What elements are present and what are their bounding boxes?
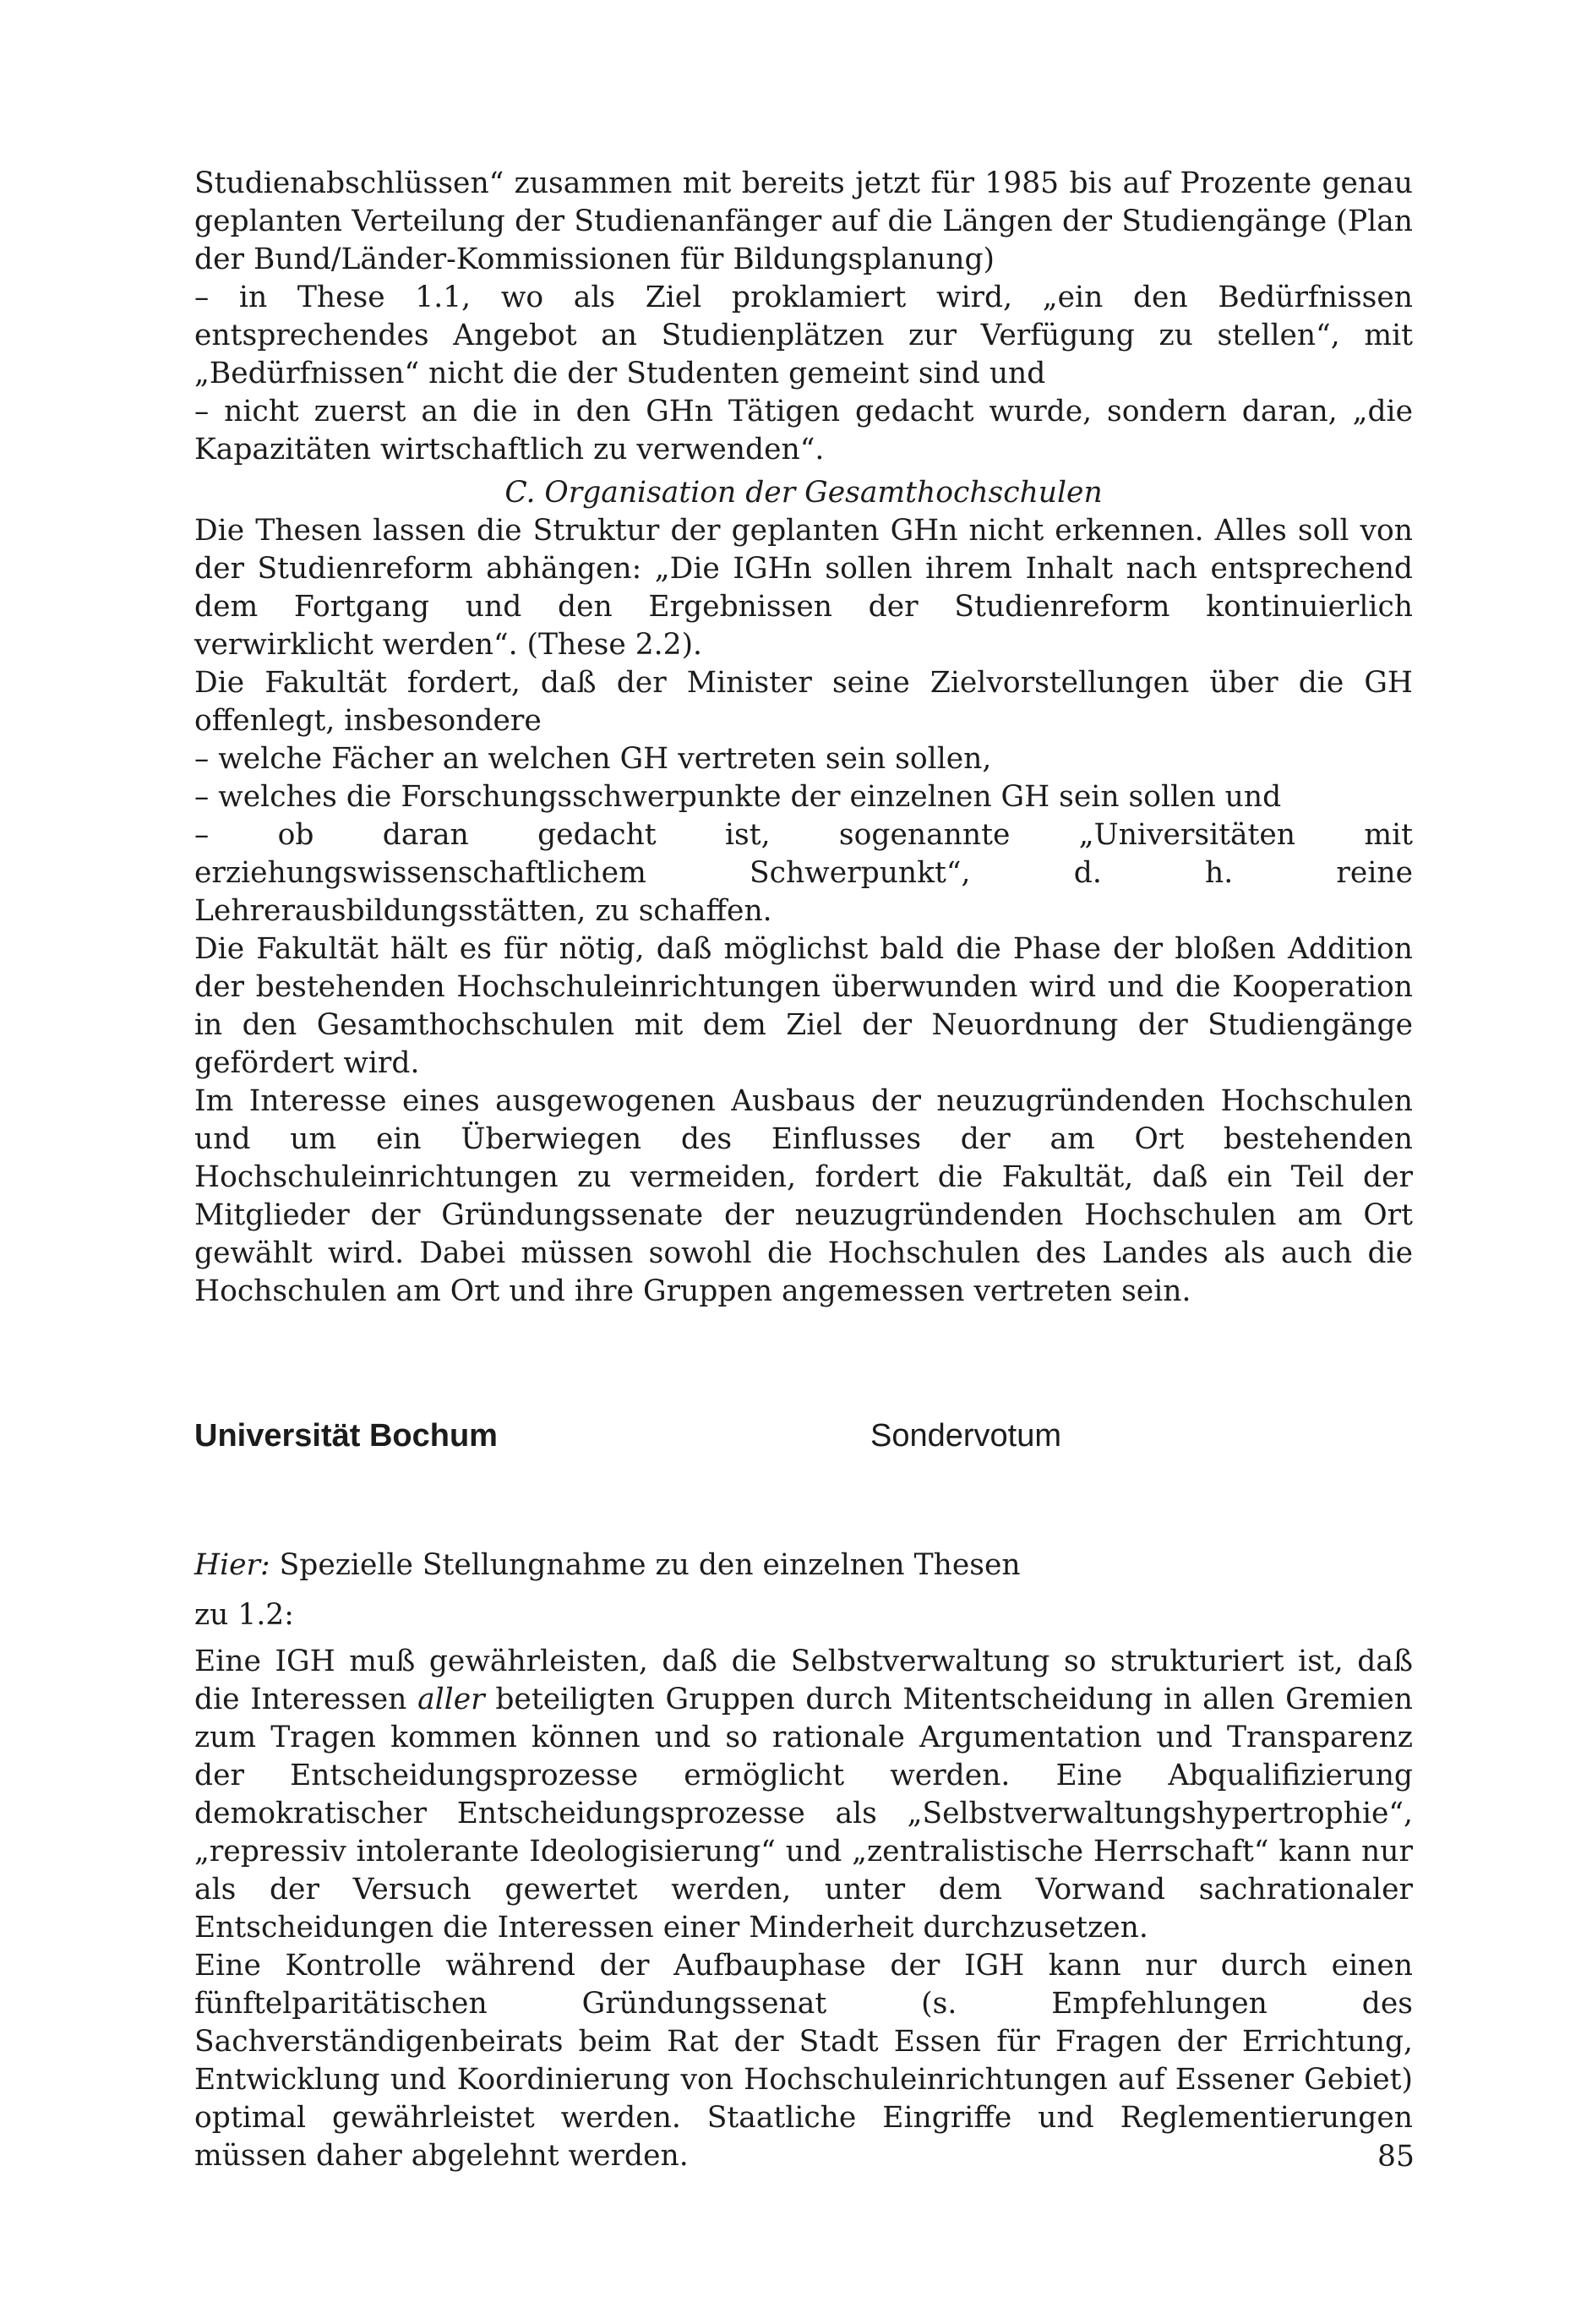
intro-line: Hier: Spezielle Stellungnahme zu den einzelnen Thesen xyxy=(194,1548,1021,1582)
section-subheading: C. Organisation der Gesamthochschulen xyxy=(504,476,1103,510)
dash-item: – in These 1.1, wo als Ziel proklamiert wird, „ein den Bedürfnissen entsprechendes Angebot an Studienplätzen zur Verfügung zu stellen“, mit „Bedürfnissen“ nicht die der Studenten gemeint sind und xyxy=(194,281,1413,390)
paragraph: Die Fakultät hält es für nötig, daß möglichst bald die Phase der bloßen Addition der bestehenden Hochschuleinrichtungen überwunden wird und die Kooperation in den Gesamthochschulen mit dem Ziel der Neuordnung der Studiengänge gefördert wird. xyxy=(194,932,1413,1080)
dash-item: – welches die Forschungsschwerpunkte der einzelnen GH sein sollen und xyxy=(194,780,1282,814)
section-heading xyxy=(194,1418,1413,1465)
paragraph: Studienabschlüssen“ zusammen mit bereits jetzt für 1985 bis auf Prozente genau geplanten Verteilung der Studienanfänger auf die Längen der Studiengänge (Plan der Bund/Länder-Kommissionen für Bildungsplanung) xyxy=(194,166,1413,276)
paragraph: Die Fakultät fordert, daß der Minister seine Zielvorstellungen über die GH offenlegt, insbesondere xyxy=(194,666,1413,738)
section-bottom-text xyxy=(194,1547,1413,2175)
dash-item: – ob daran gedacht ist, sogenannte „Universitäten mit erziehungswissenschaftlichem Schwerpunkt“, d. h. reine Lehrerausbildungsstätten, zu schaffen. xyxy=(194,818,1413,928)
thesis-reference: zu 1.2: xyxy=(194,1598,294,1632)
dash-item: – nicht zuerst an die in den GHn Tätigen gedacht wurde, sondern daran, „die Kapazitäten wirtschaftlich zu verwenden“. xyxy=(194,395,1413,466)
section-top-text xyxy=(194,165,1413,1311)
page-number: 85 xyxy=(1377,2140,1415,2174)
paragraph: Im Interesse eines ausgewogenen Ausbaus der neuzugründenden Hochschulen und um ein Überwiegen des Einflusses der am Ort bestehenden Hochschuleinrichtungen zu vermeiden, fordert die Fakultät, daß ein Teil der Mitglieder der Gründungssenate der neuzugründenden Hochschulen am Ort gewählt wird. Dabei müssen sowohl die Hochschulen des Landes als auch die Hochschulen am Ort und ihre Gruppen angemessen vertreten sein. xyxy=(194,1084,1413,1308)
paragraph: Die Thesen lassen die Struktur der geplanten GHn nicht erkennen. Alles soll von der Studienreform abhängen: „Die IGHn sollen ihrem Inhalt nach entsprechend dem Fortgang und den Ergebnissen der Studienreform kontinuierlich verwirklicht werden“. (These 2.2). xyxy=(194,514,1413,662)
university-heading: Universität Bochum xyxy=(194,1418,498,1454)
vote-heading: Sondervotum xyxy=(870,1418,1062,1454)
paragraph: Eine IGH muß gewährleisten, daß die Selbstverwaltung so strukturiert ist, daß die Interessen aller beteiligten Gruppen durch Mitentscheidung in allen Gremien zum Tragen kommen können und so rationale Argumentation und Transparenz der Entscheidungsprozesse ermöglicht werden. Eine Abqualifizierung demokratischer Entscheidungsprozesse als „Selbstverwaltungshypertrophie“, „repressiv intolerante Ideologisierung“ und „zentralistische Herrschaft“ kann nur als der Versuch gewertet werden, unter dem Vorwand sachrationaler Entscheidungen die Interessen einer Minderheit durchzusetzen. xyxy=(194,1645,1413,1945)
paragraph: Eine Kontrolle während der Aufbauphase der IGH kann nur durch einen fünftelparitätischen Gründungssenat (s. Empfehlungen des Sachverständigenbeirats beim Rat der Stadt Essen für Fragen der Errichtung, Entwicklung und Koordinierung von Hochschuleinrichtungen auf Essener Gebiet) optimal gewährleistet werden. Staatliche Eingriffe und Reglementierungen müssen daher abgelehnt werden. xyxy=(194,1949,1413,2173)
dash-item: – welche Fächer an welchen GH vertreten sein sollen, xyxy=(194,742,992,776)
